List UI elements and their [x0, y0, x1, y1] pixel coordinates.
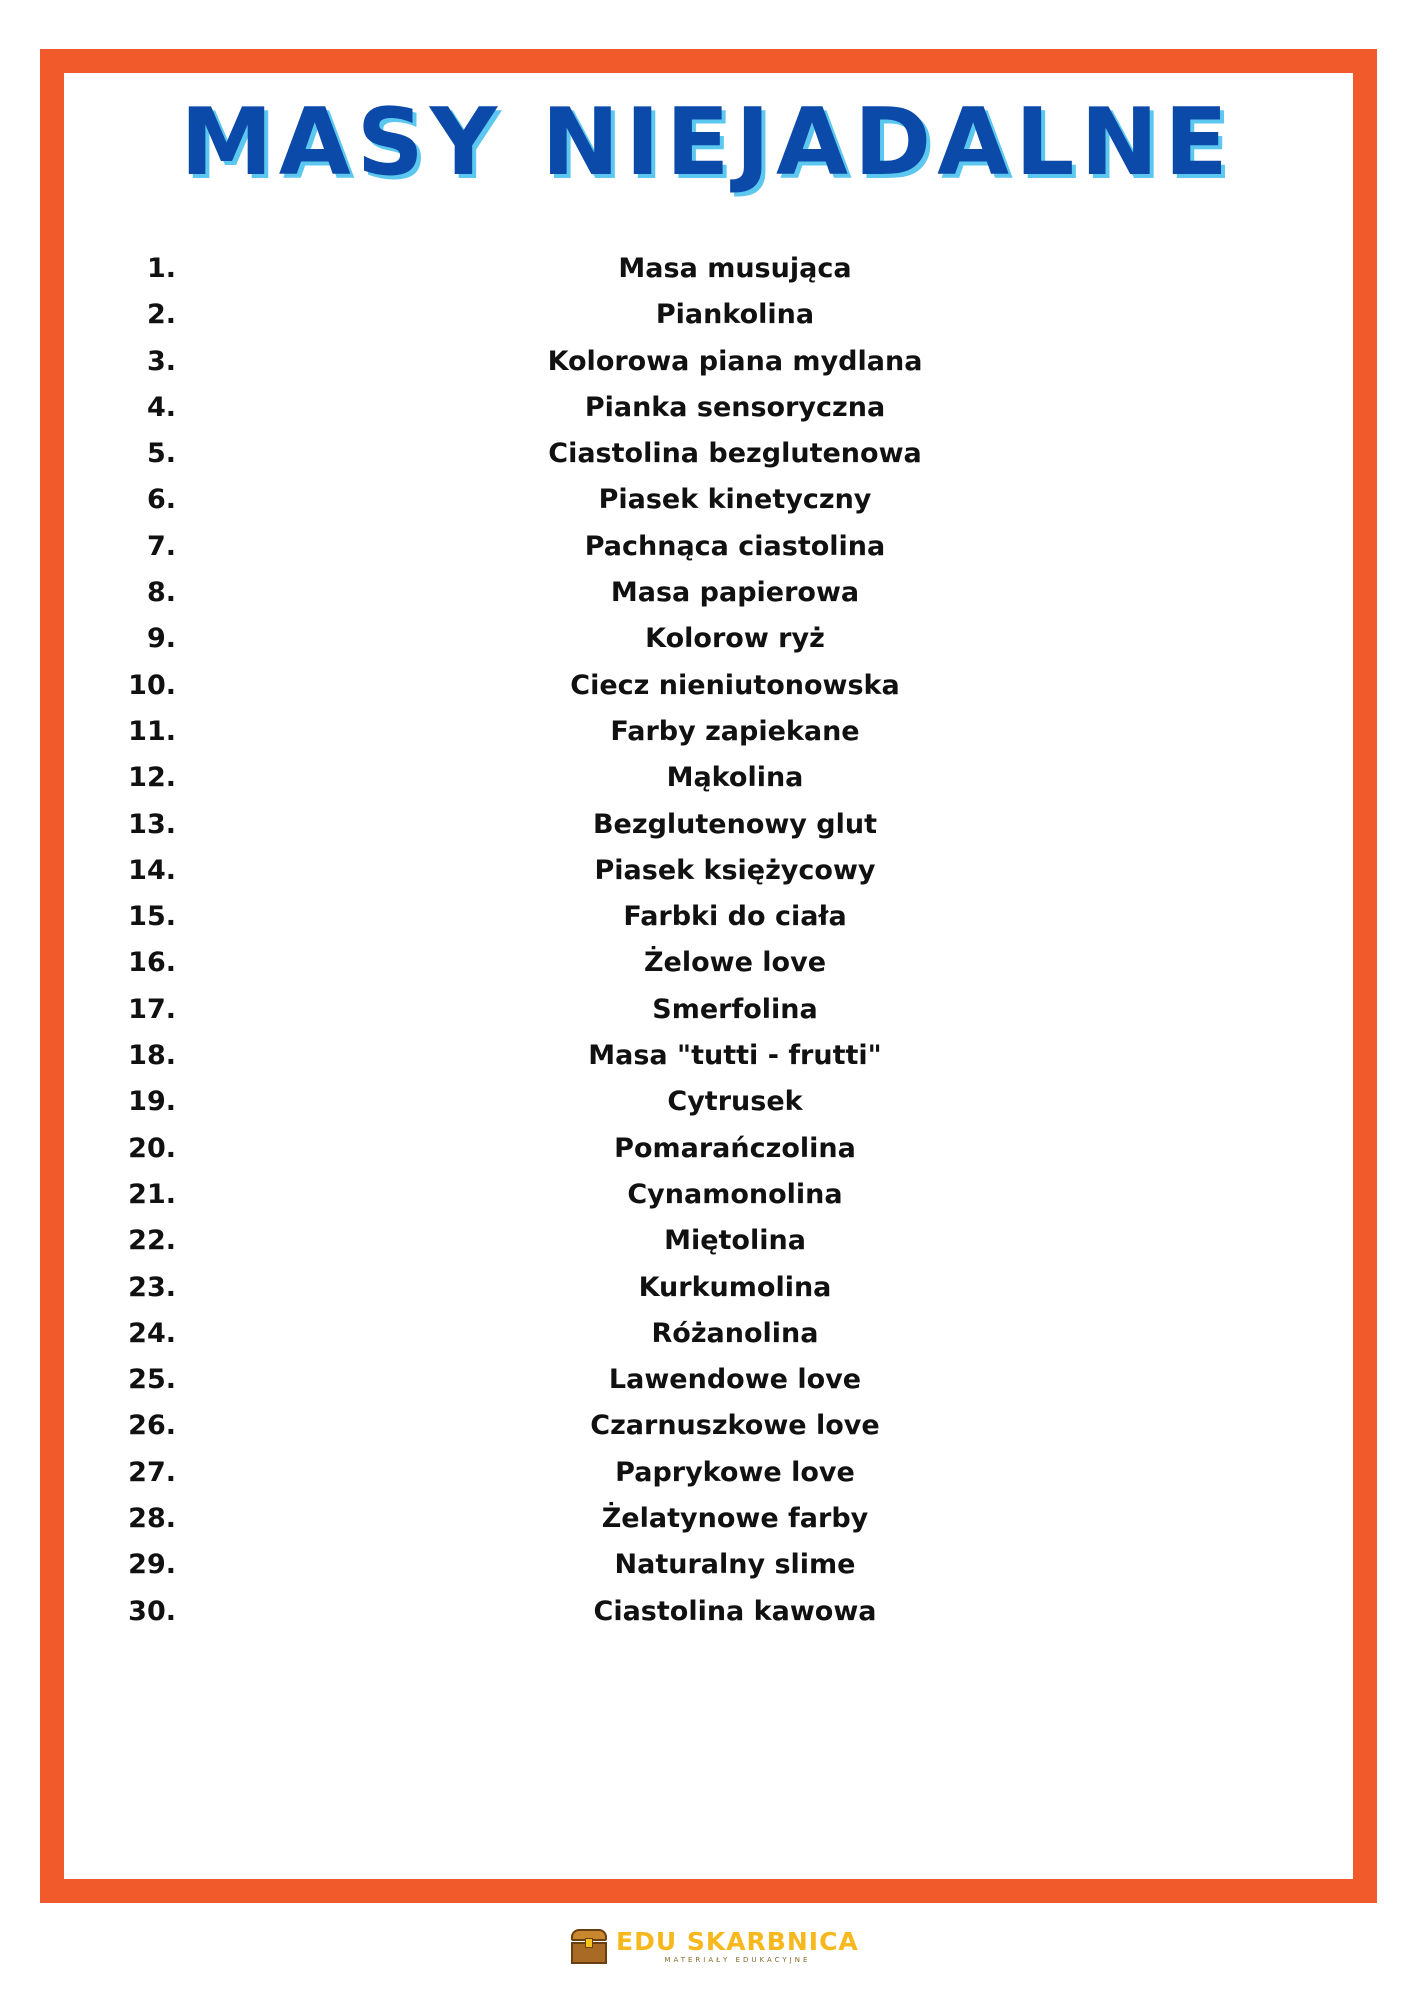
- page-title: MASY NIEJADALNE: [180, 88, 1234, 196]
- list-item: [0, 755, 1414, 801]
- list-item: [0, 1403, 1414, 1449]
- item-name: Cynamonolina: [627, 1178, 843, 1210]
- item-name: Naturalny slime: [614, 1549, 856, 1581]
- list-item: [0, 709, 1414, 755]
- item-name: Piankolina: [655, 299, 815, 331]
- list-item: [0, 1542, 1414, 1588]
- item-number: 24.: [128, 1317, 176, 1349]
- list-item: [0, 940, 1414, 986]
- item-number: 16.: [128, 947, 176, 979]
- item-name: Żelatynowe farby: [601, 1503, 869, 1535]
- list-item: [0, 1496, 1414, 1542]
- list-item: [0, 616, 1414, 662]
- item-number: 7.: [146, 530, 176, 562]
- list-item: [0, 246, 1414, 292]
- item-number: 23.: [128, 1271, 176, 1303]
- item-name: Pachnąca ciastolina: [584, 530, 886, 562]
- item-name: Różanolina: [651, 1317, 819, 1349]
- item-number: 28.: [128, 1503, 176, 1535]
- item-number: 11.: [128, 715, 176, 747]
- treasure-chest-icon: [570, 1926, 608, 1966]
- item-number: 18.: [128, 1040, 176, 1072]
- item-number: 12.: [128, 762, 176, 794]
- list-item: [0, 1311, 1414, 1357]
- brand: [616, 1926, 859, 1964]
- list-item: [0, 1218, 1414, 1264]
- item-name: Kolorowa piana mydlana: [547, 345, 923, 377]
- list-item: [0, 1357, 1414, 1403]
- item-name: Paprykowe love: [615, 1456, 855, 1488]
- item-name: Piasek księżycowy: [594, 854, 876, 886]
- list-item: [0, 1589, 1414, 1635]
- item-name: Ciastolina bezglutenowa: [548, 438, 922, 470]
- item-number: 8.: [146, 577, 176, 609]
- item-number: 17.: [128, 993, 176, 1025]
- item-name: Pianka sensoryczna: [584, 391, 886, 423]
- list-item: [0, 292, 1414, 338]
- item-name: Pomarańczolina: [614, 1132, 856, 1164]
- item-name: Ciecz nieniutonowska: [570, 669, 900, 701]
- list-item: [0, 524, 1414, 570]
- list-item: [0, 802, 1414, 848]
- list-item: [0, 477, 1414, 523]
- item-number: 2.: [146, 299, 176, 331]
- item-number: 6.: [146, 484, 176, 516]
- item-number: 10.: [128, 669, 176, 701]
- item-number: 14.: [128, 854, 176, 886]
- item-list: [0, 246, 1414, 1635]
- item-name: Kolorow ryż: [645, 623, 825, 655]
- brand-name: EDU SKARBNICA: [616, 1926, 859, 1956]
- item-number: 4.: [146, 391, 176, 423]
- list-item: [0, 1033, 1414, 1079]
- item-name: Kurkumolina: [638, 1271, 832, 1303]
- item-number: 19.: [128, 1086, 176, 1118]
- item-number: 13.: [128, 808, 176, 840]
- item-name: Bezglutenowy glut: [592, 808, 878, 840]
- footer-logo: [570, 1924, 859, 1968]
- item-name: Cytrusek: [667, 1086, 803, 1118]
- item-name: Masa musująca: [618, 253, 852, 284]
- item-number: 5.: [146, 438, 176, 470]
- list-item: [0, 1126, 1414, 1172]
- list-item: [0, 431, 1414, 477]
- item-name: Farby zapiekane: [610, 715, 860, 747]
- item-name: Żelowe love: [643, 947, 827, 979]
- item-number: 3.: [146, 345, 176, 377]
- item-number: 25.: [128, 1364, 176, 1396]
- item-name: Mąkolina: [666, 762, 804, 794]
- item-number: 1.: [146, 253, 176, 284]
- brand-tagline: MATERIAŁY EDUKACYJNE: [664, 1955, 811, 1964]
- list-item: [0, 987, 1414, 1033]
- list-item: [0, 894, 1414, 940]
- list-item: [0, 570, 1414, 616]
- item-name: Miętolina: [664, 1225, 806, 1257]
- item-name: Masa "tutti - frutti": [588, 1040, 882, 1072]
- item-name: Masa papierowa: [610, 577, 860, 609]
- item-number: 26.: [128, 1410, 176, 1442]
- item-number: 21.: [128, 1178, 176, 1210]
- list-item: [0, 1172, 1414, 1218]
- item-number: 29.: [128, 1549, 176, 1581]
- list-item: [0, 848, 1414, 894]
- list-item: [0, 1450, 1414, 1496]
- item-number: 27.: [128, 1456, 176, 1488]
- list-item: [0, 663, 1414, 709]
- item-number: 22.: [128, 1225, 176, 1257]
- list-item: [0, 1265, 1414, 1311]
- item-number: 30.: [128, 1595, 176, 1627]
- item-name: Lawendowe love: [608, 1364, 862, 1396]
- list-item: [0, 385, 1414, 431]
- item-number: 15.: [128, 901, 176, 933]
- list-item: [0, 1079, 1414, 1125]
- item-number: 20.: [128, 1132, 176, 1164]
- item-name: Piasek kinetyczny: [598, 484, 872, 516]
- item-name: Ciastolina kawowa: [593, 1595, 877, 1627]
- item-name: Smerfolina: [652, 993, 818, 1025]
- item-number: 9.: [146, 623, 176, 655]
- item-name: Farbki do ciała: [623, 901, 847, 933]
- list-item: [0, 339, 1414, 385]
- item-name: Czarnuszkowe love: [590, 1410, 880, 1442]
